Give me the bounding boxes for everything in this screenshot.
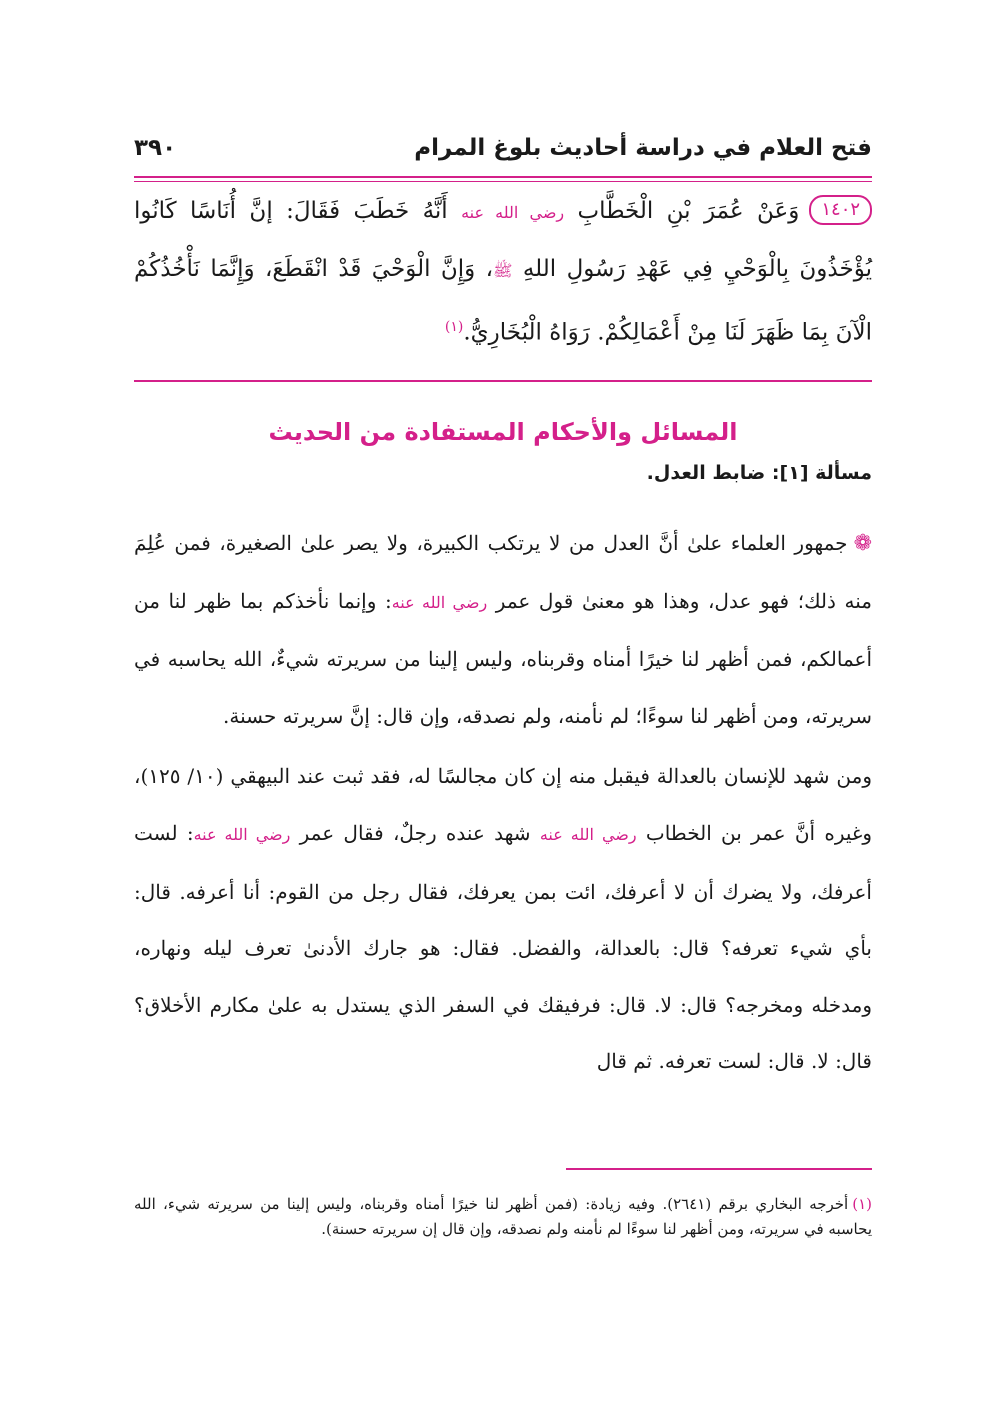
honorific-glyph: رضي الله عنه [539, 824, 637, 844]
hadith-part-3: ، وَإِنَّ الْوَحْيَ قَدْ انْقَطَعَ، وَإِنَّمَا نَأْخُذُكُمْ الْآنَ بِمَا ظَهَرَ لَنَا مِنْ أَعْمَالِكُمْ. رَوَاهُ الْبُخَارِيُّ. [134, 256, 872, 346]
hadith-part-1: وَعَنْ عُمَرَ بْنِ الْخَطَّابِ [577, 198, 800, 224]
paragraph-1 [134, 515, 872, 744]
paragraph-2 [134, 748, 872, 1090]
footnote-reference[interactable]: (١) [444, 319, 464, 335]
running-header [134, 128, 872, 168]
footnote [134, 1192, 872, 1242]
header-divider-top [134, 176, 872, 178]
paragraph-2-b: شهد عنده رجلٌ، فقال عمر [299, 820, 531, 845]
honorific-glyph: رضي الله عنه [461, 203, 565, 222]
footnote-number: (١) [852, 1195, 873, 1213]
section-divider [134, 380, 872, 382]
commentary-body [134, 515, 872, 1090]
paragraph-2-c: : لست أعرفك، ولا يضرك أن لا أعرفك، ائت بمن يعرفك، فقال رجل من القوم: أنا أعرفه. قال: بأي شيء تعرفه؟ قال: بالعدالة، والفضل. فقال: هو جارك الأدنىٰ تعرف ليله ونهاره، ومدخله ومخرجه؟ قال: لا. قال: فرفيقك في السفر الذي يستدل به علىٰ مكارم الأخلاق؟ قال: لا. قال: لست تعرفه. ثم قال [134, 820, 872, 1074]
page-number: ٣٩٠ [134, 135, 177, 161]
hadith-part-2: أَنَّهُ خَطَبَ فَقَالَ: إنَّ أُنَاسًا كَانُوا يُؤْخَذُونَ بِالْوَحْيِ فِي عَهْدِ رَسُولِ اللهِ [134, 198, 872, 282]
honorific-glyph: رضي الله عنه [391, 592, 488, 612]
header-divider-bottom [134, 181, 872, 182]
paragraph-1-a: جمهور العلماء علىٰ أنَّ العدل من لا يرتكب الكبيرة، ولا يصر علىٰ الصغيرة، فمن عُلِمَ منه ذلك؛ فهو عدل، وهذا هو معنىٰ قول عمر [134, 531, 873, 613]
flower-ornament-icon: ❁ [853, 531, 872, 556]
section-heading: المسائل والأحكام المستفادة من الحديث [268, 418, 738, 446]
honorific-glyph: رضي الله عنه [193, 824, 291, 844]
footnote-divider [566, 1168, 872, 1170]
salawat-glyph: ﷺ [493, 261, 513, 280]
masala-heading: مسألة [١]: ضابط العدل. [646, 462, 872, 484]
hadith-number-badge: ١٤٠٢ [809, 195, 872, 225]
paragraph-1-b: : وإنما نأخذكم بما ظهر لنا من أعمالكم، فمن أظهر لنا خيرًا أمناه وقربناه، وليس إلينا من سريرته شيءٌ، الله يحاسبه في سريرته، ومن أظهر لنا سوءًا؛ لم نأمنه، ولم نصدقه، وإن قال: إنَّ سريرته حسنة. [134, 588, 873, 728]
footnote-text: أخرجه البخاري برقم (٢٦٤١). وفيه زيادة: (فمن أظهر لنا خيرًا أمناه وقربناه، وليس إلينا من سريرته شيء، الله يحاسبه في سريرته، ومن أظهر لنا سوءًا لم نأمنه ولم نصدقه، وإن قال إن سريرته حسنة). [134, 1195, 872, 1238]
hadith-text [134, 183, 872, 362]
book-title: فتح العلام في دراسة أحاديث بلوغ المرام [414, 135, 872, 161]
paragraph-2-a: ومن شهد للإنسان بالعدالة فيقبل منه إن كان مجالسًا له، فقد ثبت عند البيهقي (١٠/ ١٢٥)، وغيره أنَّ عمر بن الخطاب [134, 764, 873, 845]
